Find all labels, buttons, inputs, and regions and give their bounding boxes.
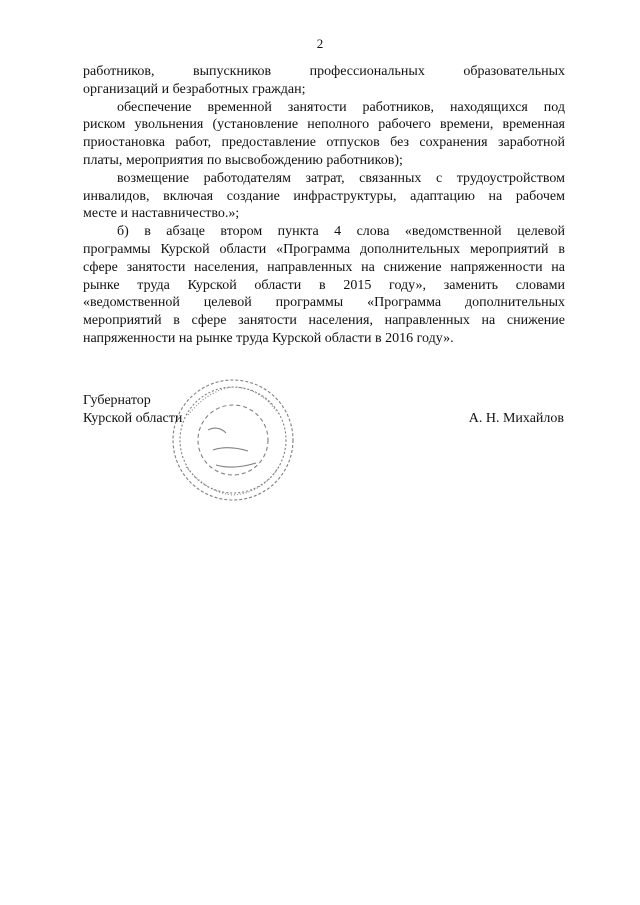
text-line: возмещение работодателям затрат, связанных с трудоустройством bbox=[117, 170, 565, 186]
page-number: 2 bbox=[316, 36, 324, 51]
text-line: «ведомственной целевой программы «Программа дополнительных bbox=[83, 295, 565, 311]
text-line: сфере занятости населения, направленных на снижение напряженности на bbox=[83, 259, 565, 275]
text-line: платы, мероприятия по высвобождению работников); bbox=[83, 152, 403, 168]
text-line: инвалидов, включая создание инфраструктуры, адаптацию на рабочем bbox=[83, 188, 565, 204]
text-line: риском увольнения (установление неполного рабочего времени, временная bbox=[83, 117, 565, 133]
paragraph bbox=[83, 99, 565, 170]
text-line: рынке труда Курской области в 2015 году», заменить словами bbox=[83, 277, 565, 293]
text-line: обеспечение временной занятости работников, находящихся под bbox=[117, 99, 565, 115]
signatory-position-line2: Курской области bbox=[83, 411, 183, 426]
document-body bbox=[83, 63, 565, 348]
text-line: приостановка работ, предоставление отпусков без сохранения заработной bbox=[83, 135, 565, 151]
signatory-position-line1: Губернатор bbox=[83, 393, 151, 408]
text-line: б) в абзаце втором пункта 4 слова «ведомственной целевой bbox=[117, 224, 565, 240]
signatory-name: А. Н. Михайлов bbox=[468, 411, 564, 426]
text-line: месте и наставничество.»; bbox=[83, 206, 240, 222]
text-line: программы Курской области «Программа дополнительных мероприятий в bbox=[83, 241, 565, 257]
paragraph bbox=[83, 63, 565, 99]
text-line: организаций и безработных граждан; bbox=[83, 81, 306, 97]
text-line: работников, выпускников профессиональных образовательных bbox=[83, 64, 565, 79]
text-line: напряженности на рынке труда Курской области в 2016 году». bbox=[83, 330, 454, 346]
text-line: мероприятий в сфере занятости населения, направленных на снижение bbox=[83, 313, 565, 329]
paragraph bbox=[83, 223, 565, 348]
round-seal-icon bbox=[168, 375, 298, 505]
paragraph bbox=[83, 170, 565, 223]
